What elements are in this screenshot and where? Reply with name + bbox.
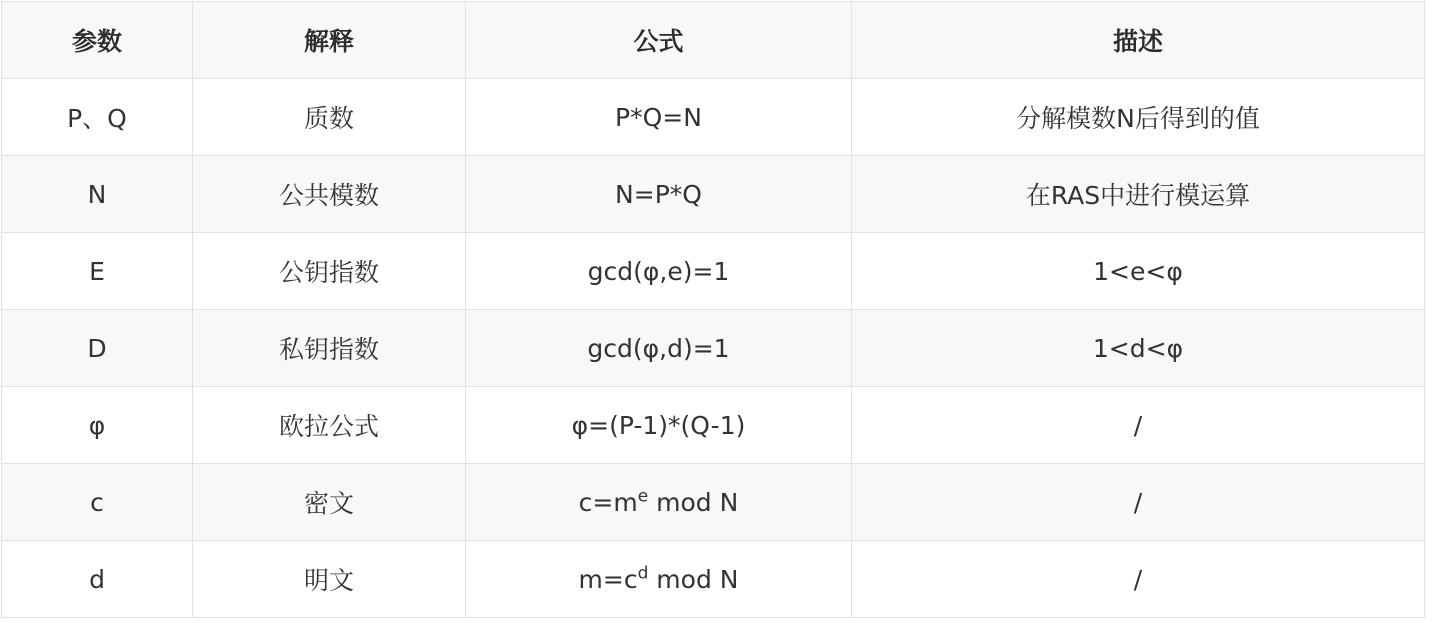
cell-meaning: 公共模数 [193, 156, 466, 233]
cell-param: φ [2, 387, 193, 464]
formula-base: m=c [578, 564, 638, 594]
cell-meaning: 明文 [193, 541, 466, 618]
cell-param: c [2, 464, 193, 541]
cell-meaning: 密文 [193, 464, 466, 541]
table-row [2, 387, 1425, 464]
cell-description: 在RAS中进行模运算 [852, 156, 1425, 233]
cell-meaning: 私钥指数 [193, 310, 466, 387]
table-row [2, 156, 1425, 233]
cell-description: / [852, 541, 1425, 618]
header-meaning: 解释 [193, 2, 466, 79]
formula-exponent: d [637, 563, 649, 584]
cell-meaning: 质数 [193, 79, 466, 156]
formula-exponent: e [637, 486, 649, 507]
cell-description: 分解模数N后得到的值 [852, 79, 1425, 156]
rsa-parameters-table [1, 1, 1425, 618]
cell-formula: φ=(P-1)*(Q-1) [466, 387, 852, 464]
formula-base: c=m [578, 487, 638, 517]
cell-param: D [2, 310, 193, 387]
header-param: 参数 [2, 2, 193, 79]
cell-description: 1<d<φ [852, 310, 1425, 387]
table-row [2, 79, 1425, 156]
table-row [2, 464, 1425, 541]
table-row [2, 541, 1425, 618]
header-row [2, 2, 1425, 79]
cell-formula: gcd(φ,e)=1 [466, 233, 852, 310]
cell-description: / [852, 387, 1425, 464]
cell-formula: N=P*Q [466, 156, 852, 233]
header-description: 描述 [852, 2, 1425, 79]
cell-param: E [2, 233, 193, 310]
cell-param: d [2, 541, 193, 618]
table-row [2, 233, 1425, 310]
cell-formula [466, 464, 852, 541]
table-header [2, 2, 1425, 79]
formula-tail: mod N [648, 564, 739, 594]
table-row [2, 310, 1425, 387]
cell-param: N [2, 156, 193, 233]
formula-tail: mod N [648, 487, 739, 517]
cell-meaning: 公钥指数 [193, 233, 466, 310]
cell-description: 1<e<φ [852, 233, 1425, 310]
cell-param: P、Q [2, 79, 193, 156]
cell-formula [466, 541, 852, 618]
cell-formula: P*Q=N [466, 79, 852, 156]
cell-description: / [852, 464, 1425, 541]
table-body [2, 79, 1425, 618]
cell-formula: gcd(φ,d)=1 [466, 310, 852, 387]
cell-meaning: 欧拉公式 [193, 387, 466, 464]
header-formula: 公式 [466, 2, 852, 79]
